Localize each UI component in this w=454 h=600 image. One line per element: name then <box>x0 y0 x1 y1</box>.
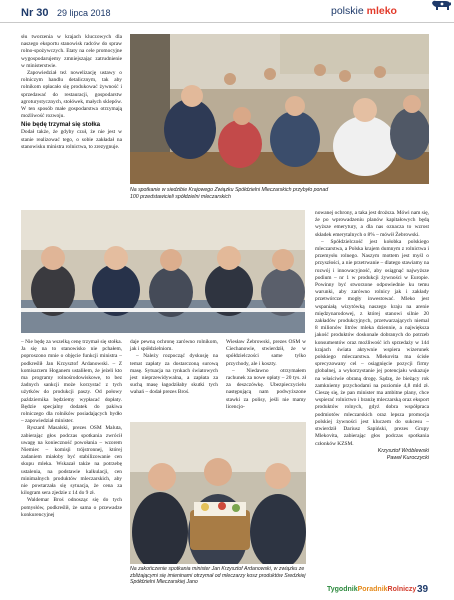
issue-number: Nr 30 <box>21 7 49 19</box>
page-header <box>0 0 454 24</box>
paragraph: – Spółdzielczość jest kołobka polskiego mleczarstwa, a Polska krajem dumnym z rolnictwa i przemysłu rolnego. Naszym mottem jest myśl o przyszłości, a nie przetrwanie – dlatego stawiamy na rozwój i innowacyjność, aby osiągnąć najwyższe podium – nr 1 w produkcji żywności w Europie. Powinny być stworzone odpowiednie ku temu warunki, aby zarówno rolnicy jak i zakłady przetwórcze mogły inwestować. Mleko jest wspaniałą wizytówką naszego kraju na arenie międzynarodowej, z której stanowi silnie 20 zakładów produkcyjnych, przetwarzających niemal 8 milionów litrów mleka dziennie, a największa jakość produktów doskonale dobranych do potrzeb konsumentów oraz możliwość ich sprzedaży w 144 krajach świata aktywnie wspiera wizerunek polskiego mleczarstwa. Mlekovita ma ścisłe sprecyzowany cel – osiągnięcie pozycji firmy globalnej, a wykorzystanie jej potencjału wskazuje na właściwie obraną drogę. Sądzę, że bieżący rok zamkniemy przychodami na poziomie 4,8 mld zł. Cieszę się, że pan minister ma ambitne plany, chce wspierać rolnictwo i branżę mleczarską oraz eksport produktów rolnych, gdyż dobra współpraca podmiotów mleczarskich oraz lepsza promocja polskiej żywności jest kluczem do sukcesu – stwierdził Dariusz Sapiński, prezes Grupy Mlekovita, zabierając głos podczas spotkania członków KZSM. <box>315 238 429 447</box>
photo-caption: Na spotkanie w siedzibie Krajowego Związku Spółdzielni Mleczarskich przybyło ponad 100 przedstawicieli spółdzielni mleczarskich <box>130 187 329 200</box>
paragraph: Ryszard Masalski, prezes OSM Maluta, zabierając głos podczas spotkania zwrócił uwagę na konieczność powołania – wzorem Niemiec – komisji trójstronnej, której zadaniem miałoby być stabilizowanie cen skupu mleka. Wskazał także na potrzebę ustalenia, na podstawie kalkulacji, cen minimalnych produktów mleczarskich, aby nie powtarzała się sytuacja, że cena za kilogram sera zjedzie z 14 do 9 zł. <box>21 425 122 497</box>
column-3-bottom <box>226 339 306 411</box>
photo-image <box>130 34 429 184</box>
photo-minister-gift <box>130 422 306 564</box>
paragraph: – Niedawno otrzymałem rachunek za nowe opłaty – 20 tys. zł za deszczówkę. Ubezpieczycielu następującą nam podwyższone stawki za polisy, jeśli nie mamy licencjo- <box>226 367 306 410</box>
paragraph: Zapowiedział też nowelizację ustawy o rolniczym handlu detalicznym, tak aby rolnikom opłacało się produkować żywność i sprzedawać do restauracji, gospodarstw agroturystycznych, stołówek, małych sklepów. W ten sposób małe gospodarstwa otrzymają możliwość rozwoju. <box>21 70 122 120</box>
author-name: Krzysztof Wróblewski <box>377 447 429 454</box>
signature-part: Tygodnik <box>327 586 358 593</box>
brand-word-1: polskie <box>331 5 364 17</box>
page-number: 39 <box>417 584 429 595</box>
photo-caption: Na zakończenie spotkania minister Jan Krzysztof Ardanowski, w związku ze zbliżającymi się imieninami otrzymał od mleczarzy kosz produktów Sredzkiej Spółdzielni Mleczarskiej Jano <box>130 566 306 586</box>
photo-image <box>130 422 306 564</box>
paragraph: słu tworzenia w krajach kluczowych dla naszego eksportu stanowisk radców do spraw rolno-spożywczych. Etaty na cele promocyjne wygospodarujemy zmniejszając zatrudnienie w ministerstwie. <box>21 34 122 69</box>
section-heading: Nie będę trzymał się stołka <box>21 121 101 129</box>
paragraph: nowanej ochrony, a taka jest droższa. Mówi nam się, że po wprowadzeniu planów kapitałowych będą wyższe emerytury, a dla nas oznacza to wzrost składek emerytalnych o 8% – mówił Żebrowski. <box>315 210 429 238</box>
column-1-top <box>21 34 122 151</box>
issue-date: 29 lipca 2018 <box>57 8 111 18</box>
column-1-bottom <box>21 339 122 519</box>
paragraph: – Nie będę za wszelką cenę trzymał się stołka. Ja się na to stanowisko nie pchałem, poproszono mnie o objęcie funkcji ministra – podkreślił Jan Krzysztof Ardanowski. – Z komisarzem Hoganem ustaliłem, że jeżeli kto ma programy rolnośrodowiskowe, to bez żadnych sankcji może korzystać z tych użytków do produkcji paszy. Od połowy października będziemy wypłacać dopłaty. Będzie specjalny dodatek do pakiwa rolniczego dla rolników posiadających bydło – zapowiedział minister. <box>21 339 122 425</box>
header-rule <box>0 22 454 23</box>
page-footer <box>0 582 454 600</box>
paragraph: daje pewną ochronę zarówno rolnikom, jak i spółdzielniom. <box>130 339 218 353</box>
brand-word-2: mleko <box>366 5 397 17</box>
signature-part: Poradnik <box>357 586 388 593</box>
signature-part: Rolniczy <box>387 586 417 593</box>
paragraph: Wiesław Żebrowski, prezes OSM w Ciechanowie, stwierdził, że w spółdzielczości same tylko przychody, ale i koszty. <box>226 339 306 367</box>
paragraph: Waldemar Broś odnosząc się do tych pomysłów, podkreślił, że sama o przewadze konkurencyjnej <box>21 497 122 518</box>
paragraph: Dodał także, że gdyby czuł, że nie jest w stanie realizować tego, o sobie zakładał na stanowisku ministra rolnictwa, to zrezygnuje. <box>21 129 122 150</box>
cow-icon <box>430 0 452 12</box>
photo-speakers-table <box>21 210 305 333</box>
author-name: Paweł Kuroczycki <box>386 454 429 461</box>
brand-logo <box>331 5 427 19</box>
paragraph: – Należy rozpocząć dyskusję na temat zapłaty za dostarczoną surową masę. Sytuacja na rynkach światowych jest nieprzewidywalna, a zapłata za suchą masę łagodziłaby skutki tych wahań – dodał prezes Broś. <box>130 353 218 396</box>
photo-meeting-audience <box>130 34 429 184</box>
column-2-bottom <box>130 339 218 397</box>
photo-image <box>21 210 305 333</box>
publication-signature <box>327 586 416 593</box>
column-4 <box>315 210 429 462</box>
